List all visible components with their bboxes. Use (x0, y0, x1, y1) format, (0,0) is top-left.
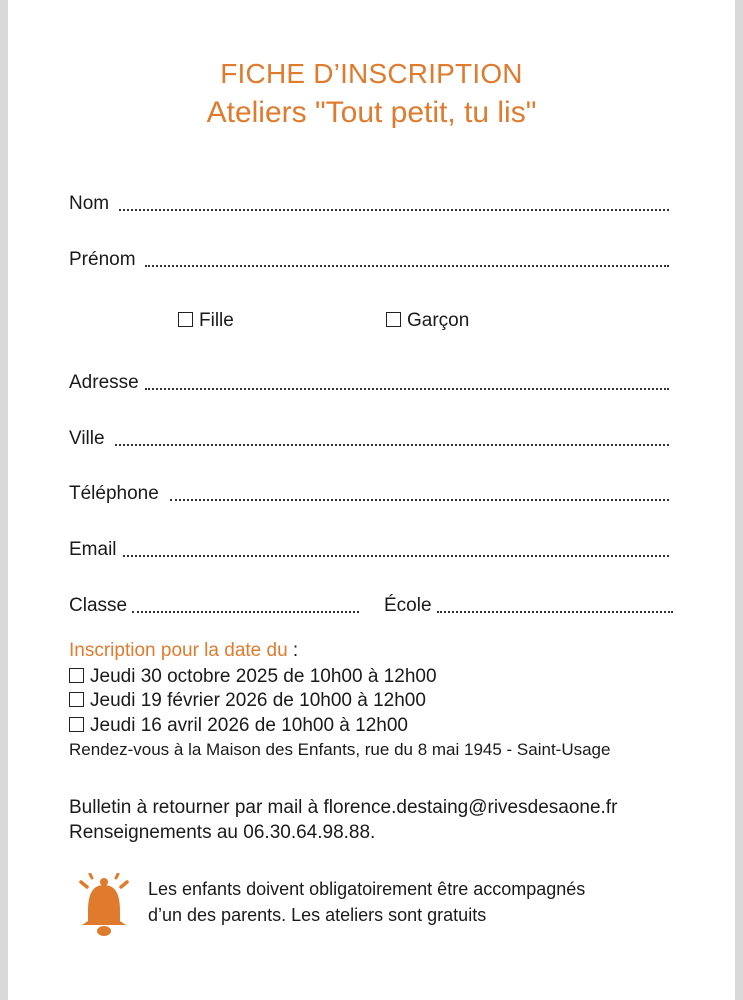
nom-input-line[interactable] (119, 209, 669, 211)
email-label: Email (69, 539, 117, 560)
prenom-input-line[interactable] (145, 265, 669, 267)
ville-input-line[interactable] (115, 444, 669, 446)
classe-input-line[interactable] (132, 611, 359, 613)
date-option-1[interactable] (69, 665, 437, 689)
notice-line-2: d’un des parents. Les ateliers sont gratuits (148, 905, 487, 925)
dates-heading (69, 639, 298, 663)
telephone-input-line[interactable] (170, 499, 669, 501)
dates-heading-colon: : (287, 640, 299, 661)
date-3-label: Jeudi 16 avril 2026 de 10h00 à 12h00 (90, 715, 408, 736)
dates-heading-text: Inscription pour la date du (69, 640, 288, 661)
info-phone: Renseignements au 06.30.64.98.88. (69, 822, 376, 843)
notice-line-1: Les enfants doivent obligatoirement être accompagnés (148, 879, 586, 899)
garcon-box[interactable] (386, 312, 401, 327)
garcon-label: Garçon (407, 310, 470, 331)
fille-box[interactable] (178, 312, 193, 327)
date-3-checkbox[interactable] (69, 717, 84, 732)
nom-label: Nom (69, 193, 110, 214)
telephone-label: Téléphone (69, 483, 159, 504)
adresse-input-line[interactable] (145, 388, 669, 390)
ecole-input-line[interactable] (437, 611, 673, 613)
rendezvous-text: Rendez-vous à la Maison des Enfants, rue du 8 mai 1945 - Saint-Usage (69, 740, 611, 759)
prenom-label: Prénom (69, 249, 136, 270)
date-2-label: Jeudi 19 février 2026 de 10h00 à 12h00 (90, 690, 426, 711)
ecole-label: École (384, 595, 432, 616)
date-2-checkbox[interactable] (69, 692, 84, 707)
return-instructions: Bulletin à retourner par mail à florence.destaing@rivesdesaone.fr (69, 797, 618, 818)
form-title: FICHE D’INSCRIPTION (220, 58, 523, 89)
ville-label: Ville (69, 428, 105, 449)
fille-checkbox[interactable] (178, 309, 234, 333)
form-subtitle: Ateliers "Tout petit, tu lis" (206, 96, 537, 129)
adresse-label: Adresse (69, 372, 139, 393)
classe-label: Classe (69, 595, 128, 616)
email-input-line[interactable] (123, 555, 669, 557)
date-option-2[interactable] (69, 689, 426, 713)
notice-text (148, 876, 585, 928)
bell-icon (78, 873, 130, 939)
date-option-3[interactable] (69, 714, 408, 738)
registration-form-page (8, 0, 735, 1000)
date-1-checkbox[interactable] (69, 668, 84, 683)
date-1-label: Jeudi 30 octobre 2025 de 10h00 à 12h00 (90, 666, 437, 687)
fille-label: Fille (199, 310, 234, 331)
garcon-checkbox[interactable] (386, 309, 469, 333)
